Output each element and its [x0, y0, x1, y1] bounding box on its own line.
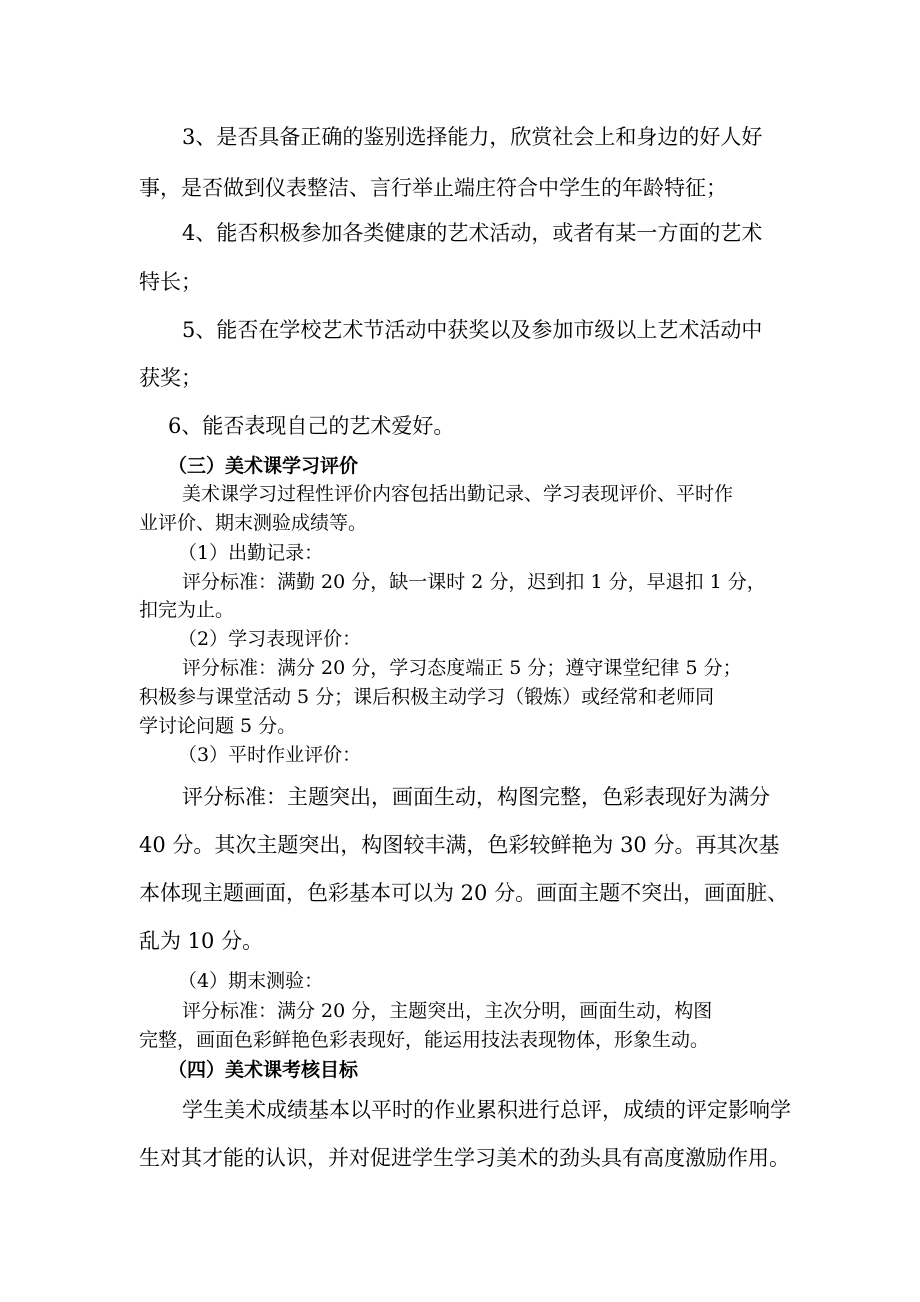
text-line: 乱为 10 分。	[139, 929, 264, 953]
section-heading: （四）美术课考核目标	[168, 1059, 359, 1081]
text-line: 美术课学习过程性评价内容包括出勤记录、学习表现评价、平时作	[182, 483, 734, 505]
section-heading: （三）美术课学习评价	[168, 455, 359, 477]
text-line: 3、是否具备正确的鉴别选择能力，欣赏社会上和身边的好人好	[182, 125, 763, 149]
text-line: 学生美术成绩基本以平时的作业累积进行总评，成绩的评定影响学	[182, 1098, 791, 1122]
text-line: 生对其才能的认识，并对促进学生学习美术的劲头具有高度激励作用。	[139, 1146, 790, 1170]
text-line: （3）平时作业评价：	[178, 744, 362, 766]
text-line: 本体现主题画面，色彩基本可以为 20 分。画面主题不突出，画面脏、	[139, 881, 789, 905]
text-line: 评分标准：满分 20 分，主题突出，主次分明，画面生动，构图	[182, 1000, 713, 1022]
text-line: 获奖；	[139, 366, 202, 390]
text-line: 评分标准：满勤 20 分，缺一课时 2 分，迟到扣 1 分，早退扣 1 分，	[182, 571, 766, 593]
text-line: 40 分。其次主题突出，构图较丰满，色彩较鲜艳为 30 分。再其次基	[139, 833, 780, 857]
text-line: 6、能否表现自己的艺术爱好。	[168, 414, 455, 438]
text-line: 完整，画面色彩鲜艳色彩表现好，能运用技法表现物体，形象生动。	[139, 1029, 710, 1051]
text-line: 5、能否在学校艺术节活动中获奖以及参加市级以上艺术活动中	[182, 318, 763, 342]
text-line: 评分标准：主题突出，画面生动，构图完整，色彩表现好为满分	[182, 785, 770, 809]
text-line: 积极参与课堂活动 5 分；课后积极主动学习（锻炼）或经常和老师同	[139, 686, 715, 708]
text-line: （4）期末测验：	[178, 970, 324, 992]
text-line: （1）出勤记录：	[178, 542, 324, 564]
text-line: 特长；	[139, 270, 202, 294]
text-line: 事，是否做到仪表整洁、言行举止端庄符合中学生的年龄特征；	[139, 176, 727, 200]
text-line: 业评价、期末测验成绩等。	[139, 512, 368, 534]
text-line: （2）学习表现评价：	[178, 628, 362, 650]
text-line: 扣完为止。	[139, 599, 235, 621]
text-line: 4、能否积极参加各类健康的艺术活动，或者有某一方面的艺术	[182, 221, 763, 245]
text-line: 学讨论问题 5 分。	[139, 715, 297, 737]
text-line: 评分标准：满分 20 分，学习态度端正 5 分；遵守课堂纪律 5 分；	[182, 657, 742, 679]
